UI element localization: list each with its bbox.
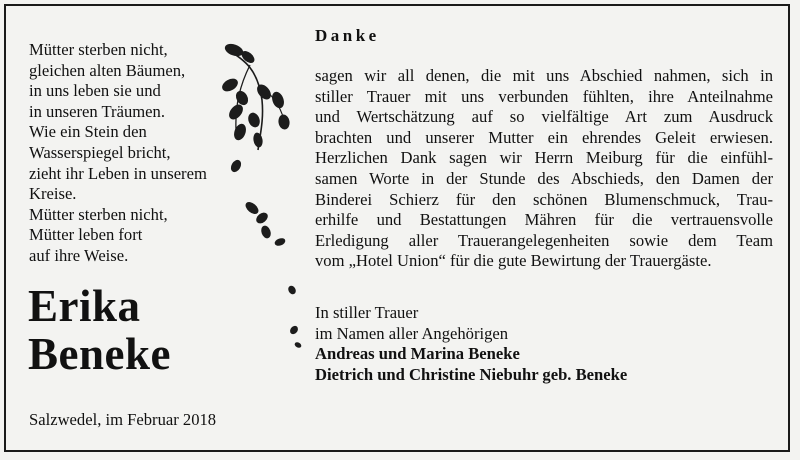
thanks-line: Binderei Schierz für den schönen Blumenschmuck, Trau-	[315, 189, 773, 209]
signature-line: im Namen aller Angehörigen	[315, 323, 509, 343]
thanks-line: brachten und unserer Mutter ein ehrendes Geleit erwiesen.	[315, 127, 773, 147]
poem-line: zieht ihr Leben in unserem	[29, 163, 207, 183]
family-name: Andreas und Marina Beneke	[315, 344, 520, 364]
thanks-line: vom „Hotel Union“ für die gute Bewirtung der Trauergäste.	[315, 251, 712, 271]
thanks-line: erhilfe und Bestattungen Mähren für die vertrauensvolle	[315, 210, 773, 230]
first-name: Erika	[28, 281, 141, 331]
poem-line: Mütter leben fort	[29, 225, 143, 245]
thanks-heading: Danke	[315, 26, 380, 45]
thanks-line: sagen wir all denen, die mit uns Abschied nahmen, sich in	[315, 66, 773, 85]
thanks-line: und Wertschätzung auf so vielfältige Art zum Ausdruck	[315, 107, 773, 127]
family-name: Dietrich und Christine Niebuhr geb. Beneke	[315, 364, 628, 384]
last-name: Beneke	[28, 329, 171, 379]
signature	[315, 303, 627, 385]
poem-line: Mütter sterben nicht,	[29, 40, 168, 59]
poem-line: Mütter sterben nicht,	[29, 204, 168, 224]
poem-line: Wasserspiegel bricht,	[29, 142, 171, 162]
signature-line: In stiller Trauer	[315, 303, 419, 322]
thanks-line: samen Worte in der Stunde des Abschieds, den Damen der	[315, 168, 773, 188]
poem-line: Kreise.	[29, 184, 77, 204]
poem-line: in uns leben sie und	[29, 81, 161, 101]
poem-line: auf ihre Weise.	[29, 245, 129, 265]
poem-line: gleichen alten Bäumen,	[29, 60, 186, 80]
thanks-line: Herzlichen Dank sagen wir Herrn Meiburg für die einfühl-	[315, 148, 773, 168]
thanks-line: Erledigung aller Trauerangelegenheiten sowie dem Team	[315, 230, 773, 250]
thanks-line: stiller Trauer mit uns verbunden fühlten, ihre Anteilnahme	[315, 86, 773, 106]
thanks-text	[315, 66, 773, 272]
poem-line: Wie ein Stein den	[29, 122, 147, 142]
falling-leaves-branch-icon	[200, 40, 310, 360]
deceased-name	[28, 282, 171, 378]
poem-line: in unseren Träumen.	[29, 101, 165, 121]
place-date: Salzwedel, im Februar 2018	[29, 410, 217, 429]
